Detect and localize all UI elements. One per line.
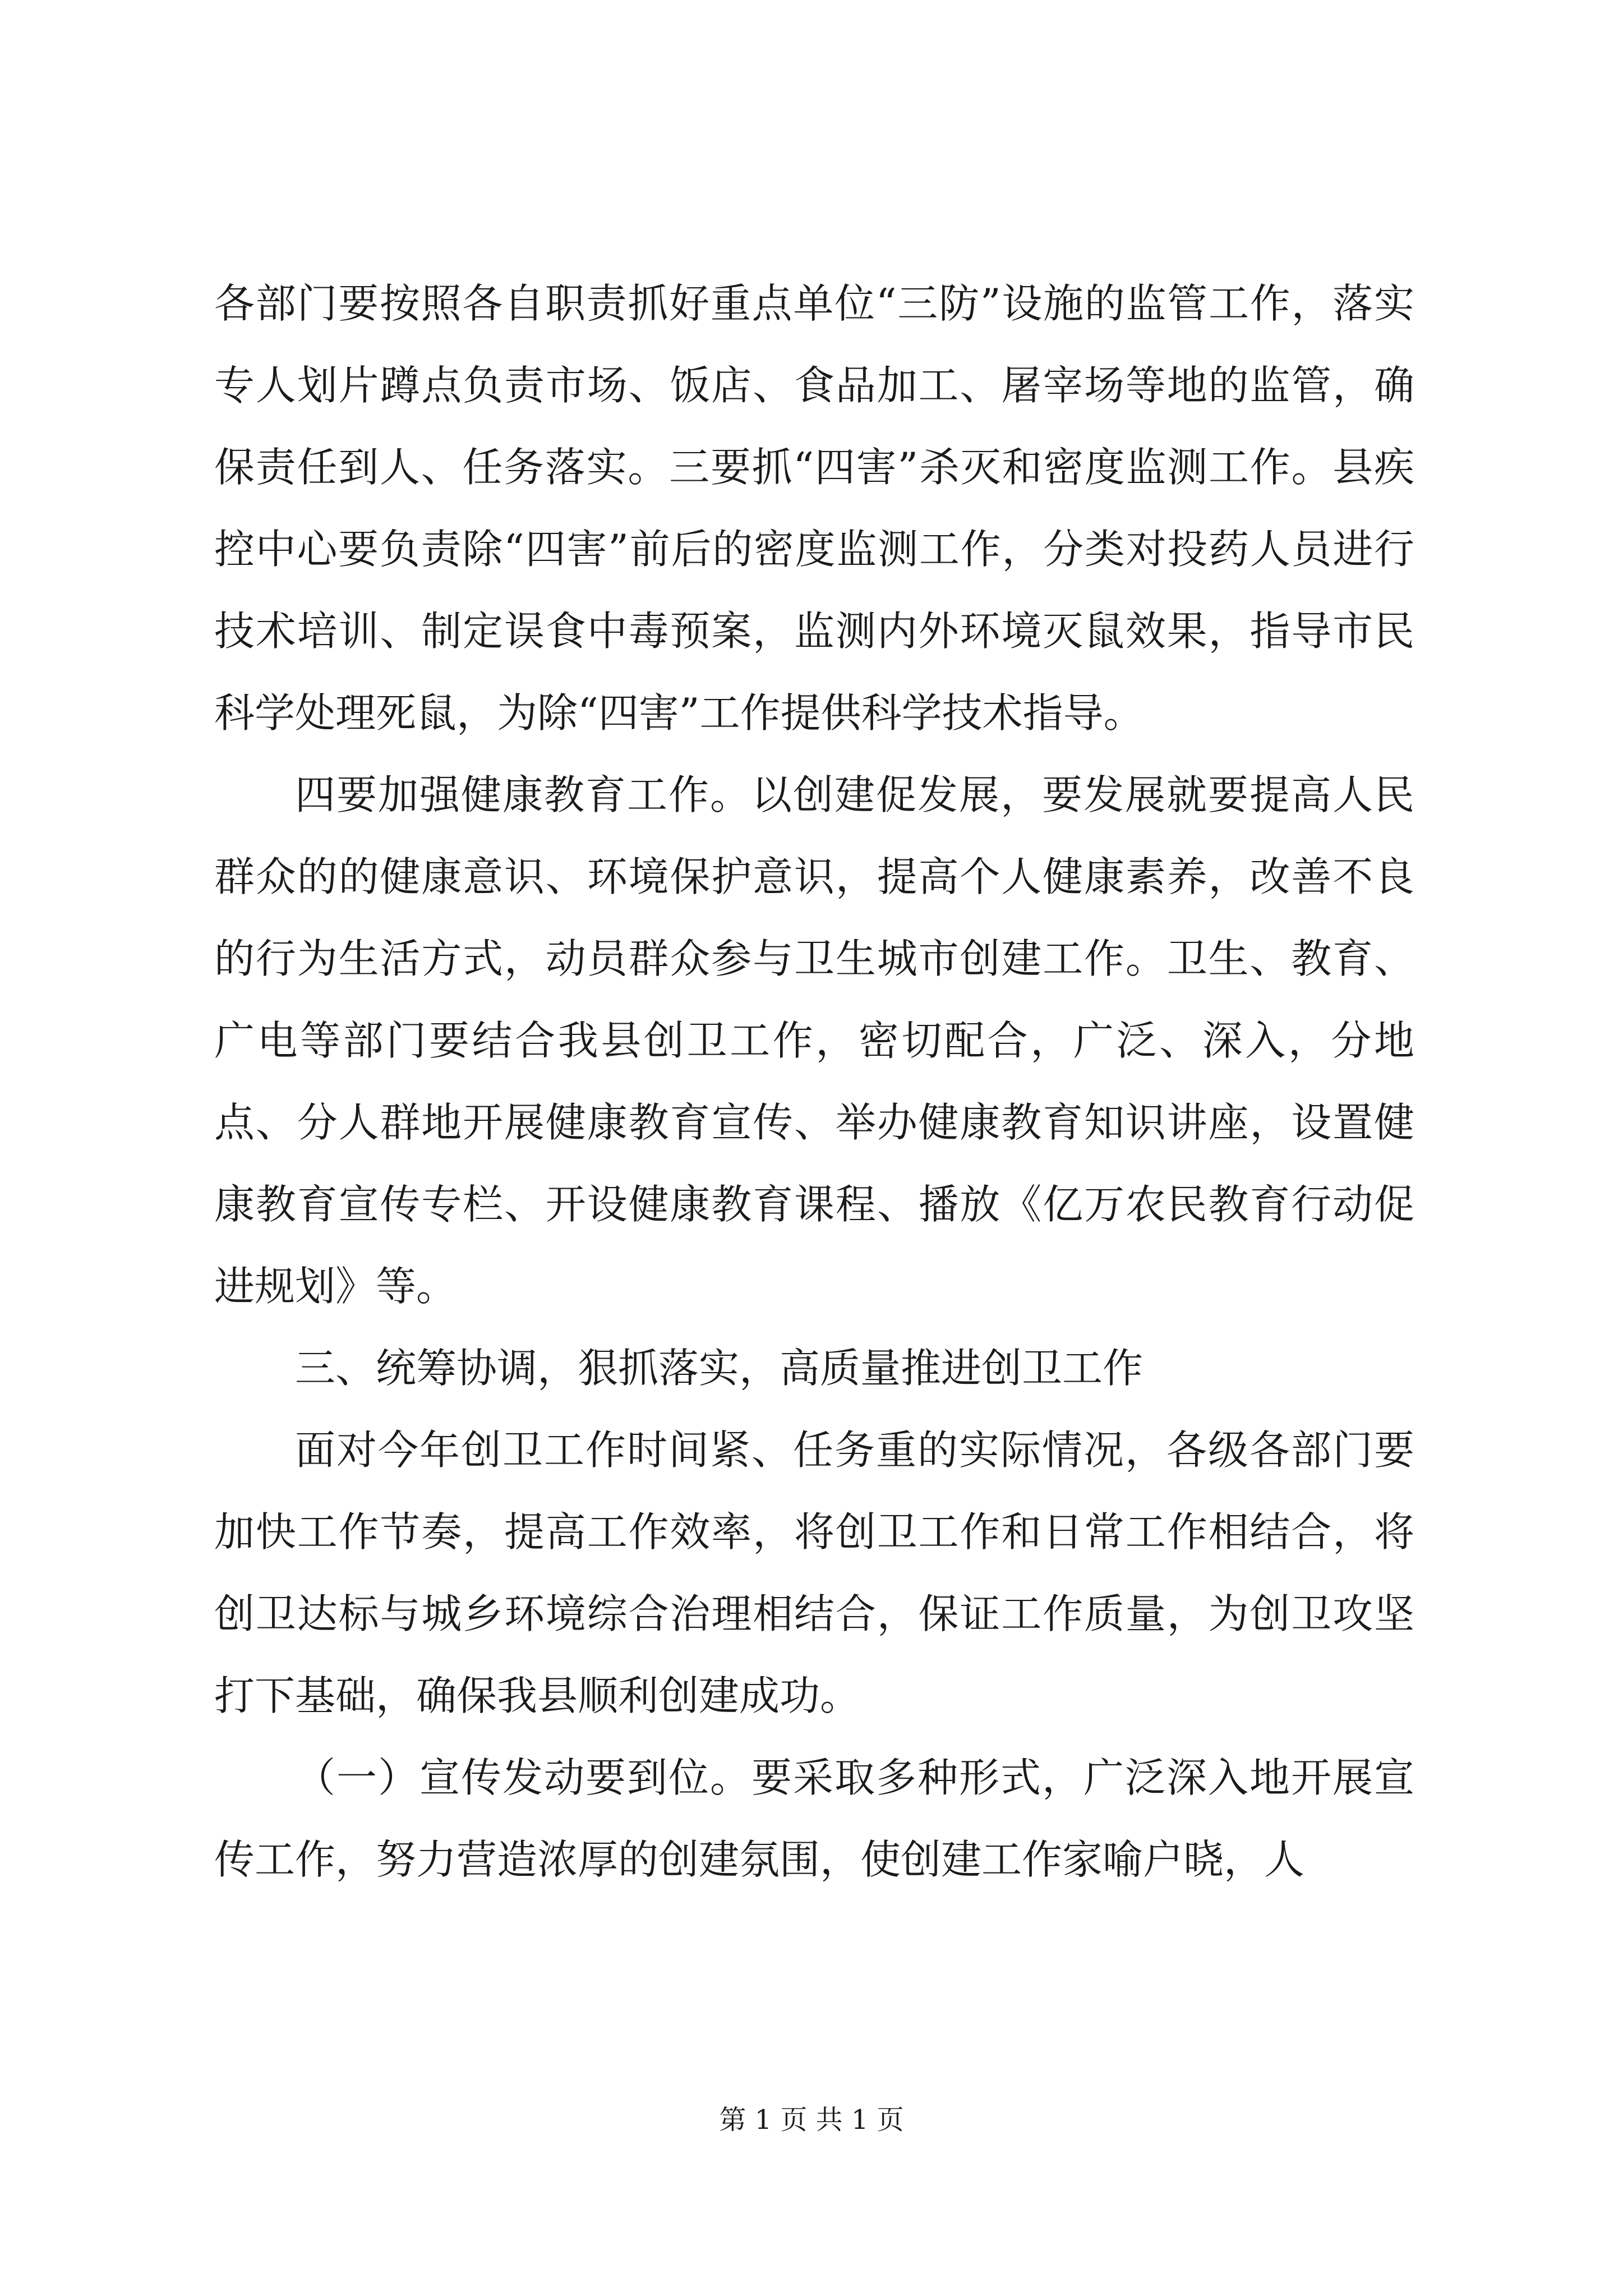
paragraph-publicity: （一）宣传发动要到位。要采取多种形式，广泛深入地开展宣传工作，努力营造浓厚的创建氛围，使创建工作家喻户晓，人 xyxy=(214,1754,1414,1883)
paragraph-coordination: 面对今年创卫工作时间紧、任务重的实际情况，各级各部门要加快工作节奏，提高工作效率，将创卫工作和日常工作相结合，将创卫达标与城乡环境综合治理相结合，保证工作质量，为创卫攻坚打下基础，确保我县顺利创建成功。 xyxy=(214,1427,1414,1719)
paragraph-continuation: 各部门要按照各自职责抓好重点单位“三防”设施的监管工作，落实专人划片蹲点负责市场、饭店、食品加工、屠宰场等地的监管，确保责任到人、任务落实。三要抓“四害”杀灭和密度监测工作。县疾控中心要负责除“四害”前后的密度监测工作，分类对投药人员进行技术培训、制定误食中毒预案，监测内外环境灭鼠效果，指导市民科学处理死鼠，为除“四害”工作提供科学技术指导。 xyxy=(214,280,1414,737)
document-body xyxy=(214,263,1414,1901)
section-heading: 三、统筹协调，狠抓落实，高质量推进创卫工作 xyxy=(295,1345,1144,1392)
paragraph-health-education: 四要加强健康教育工作。以创建促发展，要发展就要提高人民群众的的健康意识、环境保护意识，提高个人健康素养，改善不良的行为生活方式，动员群众参与卫生城市创建工作。卫生、教育、广电等部门要结合我县创卫工作，密切配合，广泛、深入，分地点、分人群地开展健康教育宣传、举办健康教育知识讲座，设置健康教育宣传专栏、开设健康教育课程、播放《亿万农民教育行动促进规划》等。 xyxy=(214,771,1414,1310)
page-footer: 第 1 页 共 1 页 xyxy=(719,2104,904,2136)
